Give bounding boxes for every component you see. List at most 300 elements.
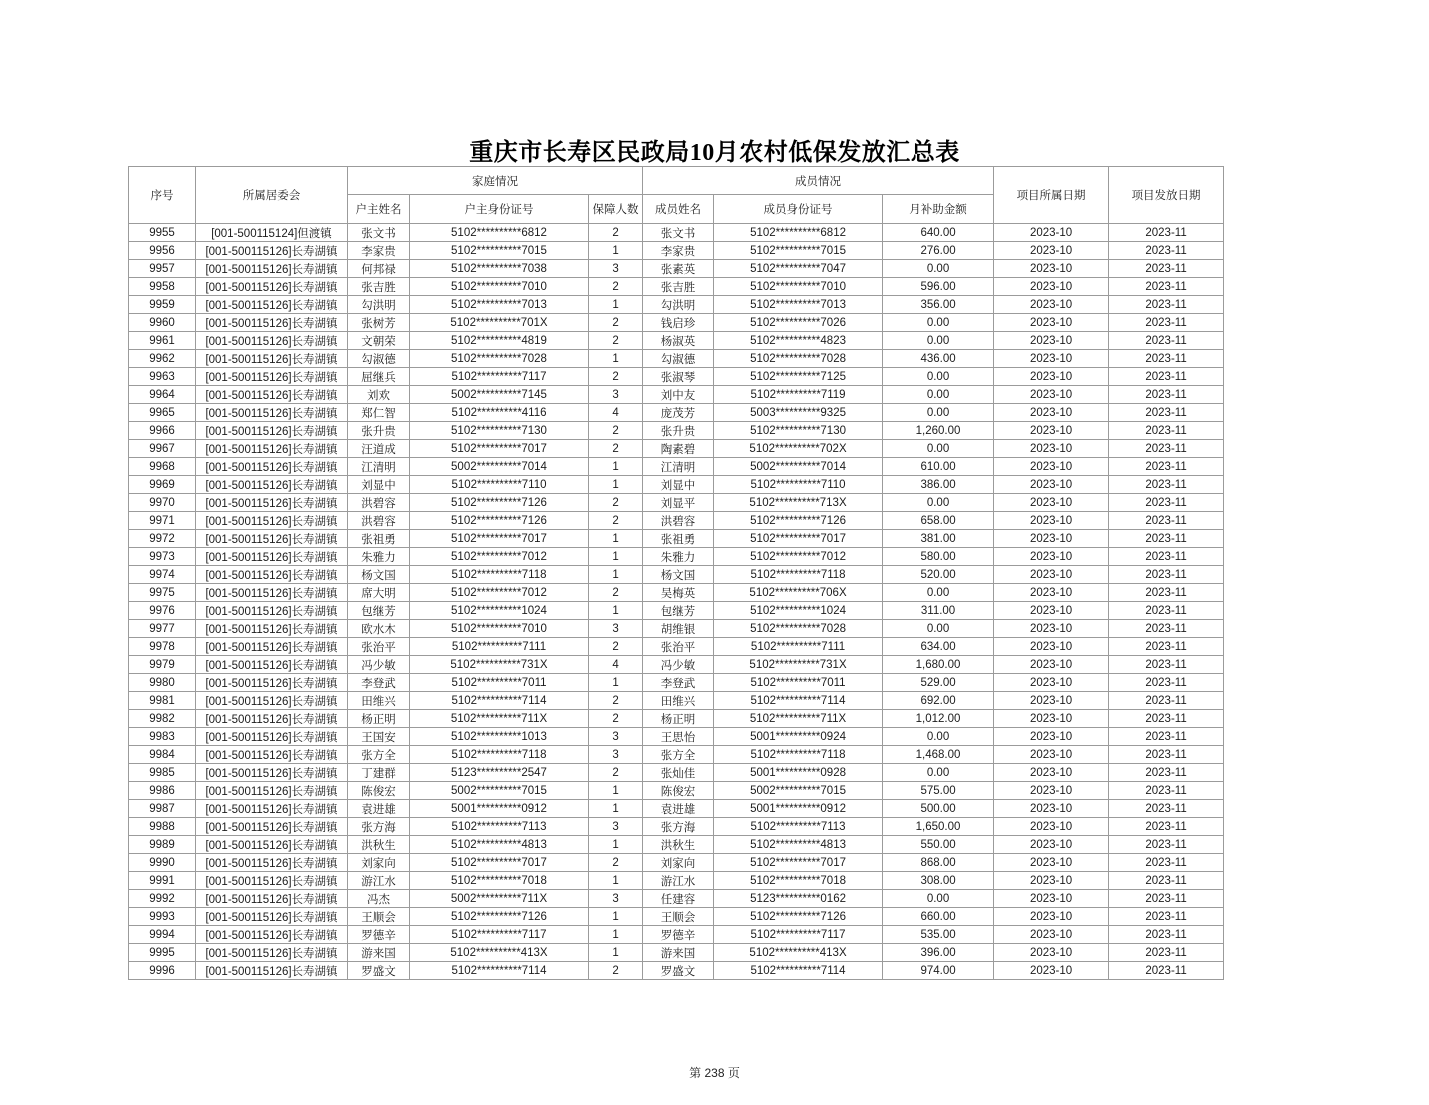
- cell-insured-count: 1: [589, 350, 643, 368]
- cell-insured-count: 2: [589, 278, 643, 296]
- cell-head-name: 李家贵: [348, 242, 410, 260]
- cell-committee: [001-500115126]长寿湖镇: [196, 386, 348, 404]
- cell-project-month: 2023-10: [994, 512, 1109, 530]
- cell-member-name: 吴梅英: [643, 584, 714, 602]
- cell-head-name: 杨文国: [348, 566, 410, 584]
- cell-committee: [001-500115126]长寿湖镇: [196, 656, 348, 674]
- cell-member-id: 5102**********4813: [714, 836, 883, 854]
- cell-project-month: 2023-10: [994, 674, 1109, 692]
- cell-monthly-subsidy: 640.00: [883, 224, 994, 242]
- cell-committee: [001-500115126]长寿湖镇: [196, 314, 348, 332]
- cell-monthly-subsidy: 868.00: [883, 854, 994, 872]
- cell-committee: [001-500115126]长寿湖镇: [196, 818, 348, 836]
- cell-monthly-subsidy: 0.00: [883, 386, 994, 404]
- cell-head-id: 5102**********7130: [410, 422, 589, 440]
- cell-serial: 9955: [129, 224, 196, 242]
- cell-serial: 9979: [129, 656, 196, 674]
- cell-member-id: 5102**********7126: [714, 512, 883, 530]
- cell-grant-month: 2023-11: [1109, 620, 1224, 638]
- cell-head-id: 5002**********711X: [410, 890, 589, 908]
- cell-grant-month: 2023-11: [1109, 836, 1224, 854]
- cell-grant-month: 2023-11: [1109, 278, 1224, 296]
- cell-head-name: 洪碧容: [348, 494, 410, 512]
- cell-committee: [001-500115126]长寿湖镇: [196, 440, 348, 458]
- cell-project-month: 2023-10: [994, 746, 1109, 764]
- cell-insured-count: 1: [589, 458, 643, 476]
- cell-head-id: 5102**********7015: [410, 242, 589, 260]
- cell-project-month: 2023-10: [994, 728, 1109, 746]
- table-row: [129, 476, 1224, 494]
- cell-serial: 9995: [129, 944, 196, 962]
- cell-member-id: 5102**********7126: [714, 908, 883, 926]
- cell-serial: 9969: [129, 476, 196, 494]
- cell-grant-month: 2023-11: [1109, 368, 1224, 386]
- table-row: [129, 530, 1224, 548]
- cell-project-month: 2023-10: [994, 764, 1109, 782]
- col-header-serial: 序号: [129, 167, 196, 224]
- table-row: [129, 962, 1224, 980]
- cell-monthly-subsidy: 535.00: [883, 926, 994, 944]
- cell-head-name: 游来国: [348, 944, 410, 962]
- table-row: [129, 926, 1224, 944]
- cell-head-id: 5002**********7015: [410, 782, 589, 800]
- cell-monthly-subsidy: 381.00: [883, 530, 994, 548]
- cell-monthly-subsidy: 1,468.00: [883, 746, 994, 764]
- cell-head-id: 5102**********7017: [410, 854, 589, 872]
- cell-project-month: 2023-10: [994, 260, 1109, 278]
- cell-serial: 9967: [129, 440, 196, 458]
- table-row: [129, 314, 1224, 332]
- cell-monthly-subsidy: 0.00: [883, 260, 994, 278]
- cell-committee: [001-500115126]长寿湖镇: [196, 278, 348, 296]
- cell-monthly-subsidy: 0.00: [883, 728, 994, 746]
- cell-serial: 9961: [129, 332, 196, 350]
- cell-head-name: 欧水木: [348, 620, 410, 638]
- cell-head-id: 5102**********1013: [410, 728, 589, 746]
- cell-head-name: 江清明: [348, 458, 410, 476]
- cell-committee: [001-500115126]长寿湖镇: [196, 350, 348, 368]
- cell-grant-month: 2023-11: [1109, 728, 1224, 746]
- cell-member-id: 5102**********7110: [714, 476, 883, 494]
- cell-member-name: 杨正明: [643, 710, 714, 728]
- cell-monthly-subsidy: 658.00: [883, 512, 994, 530]
- cell-grant-month: 2023-11: [1109, 260, 1224, 278]
- cell-insured-count: 2: [589, 368, 643, 386]
- cell-serial: 9971: [129, 512, 196, 530]
- cell-monthly-subsidy: 0.00: [883, 440, 994, 458]
- cell-committee: [001-500115126]长寿湖镇: [196, 908, 348, 926]
- table-row: [129, 728, 1224, 746]
- cell-head-id: 5002**********7014: [410, 458, 589, 476]
- cell-monthly-subsidy: 1,680.00: [883, 656, 994, 674]
- cell-monthly-subsidy: 974.00: [883, 962, 994, 980]
- cell-serial: 9988: [129, 818, 196, 836]
- cell-project-month: 2023-10: [994, 476, 1109, 494]
- table-row: [129, 944, 1224, 962]
- table-row: [129, 494, 1224, 512]
- cell-head-name: 张树芳: [348, 314, 410, 332]
- cell-head-name: 张治平: [348, 638, 410, 656]
- cell-head-id: 5102**********7018: [410, 872, 589, 890]
- cell-member-name: 杨淑英: [643, 332, 714, 350]
- cell-serial: 9960: [129, 314, 196, 332]
- cell-grant-month: 2023-11: [1109, 710, 1224, 728]
- cell-project-month: 2023-10: [994, 908, 1109, 926]
- cell-member-id: 5002**********7015: [714, 782, 883, 800]
- cell-committee: [001-500115126]长寿湖镇: [196, 422, 348, 440]
- cell-insured-count: 2: [589, 584, 643, 602]
- cell-committee: [001-500115126]长寿湖镇: [196, 512, 348, 530]
- table-row: [129, 872, 1224, 890]
- cell-monthly-subsidy: 1,650.00: [883, 818, 994, 836]
- cell-grant-month: 2023-11: [1109, 944, 1224, 962]
- cell-serial: 9984: [129, 746, 196, 764]
- cell-head-id: 5001**********0912: [410, 800, 589, 818]
- cell-member-name: 任建容: [643, 890, 714, 908]
- table-row: [129, 620, 1224, 638]
- cell-insured-count: 3: [589, 818, 643, 836]
- cell-committee: [001-500115124]但渡镇: [196, 224, 348, 242]
- cell-insured-count: 2: [589, 692, 643, 710]
- cell-head-id: 5102**********7038: [410, 260, 589, 278]
- table-row: [129, 908, 1224, 926]
- cell-grant-month: 2023-11: [1109, 224, 1224, 242]
- cell-member-name: 游江水: [643, 872, 714, 890]
- cell-head-id: 5102**********7118: [410, 746, 589, 764]
- cell-project-month: 2023-10: [994, 242, 1109, 260]
- cell-monthly-subsidy: 356.00: [883, 296, 994, 314]
- table-body: [129, 224, 1224, 980]
- cell-project-month: 2023-10: [994, 854, 1109, 872]
- table-row: [129, 548, 1224, 566]
- cell-committee: [001-500115126]长寿湖镇: [196, 782, 348, 800]
- cell-head-id: 5102**********731X: [410, 656, 589, 674]
- cell-member-id: 5102**********7119: [714, 386, 883, 404]
- cell-serial: 9986: [129, 782, 196, 800]
- cell-head-name: 王顺会: [348, 908, 410, 926]
- cell-committee: [001-500115126]长寿湖镇: [196, 368, 348, 386]
- cell-committee: [001-500115126]长寿湖镇: [196, 872, 348, 890]
- table-row: [129, 746, 1224, 764]
- cell-member-name: 袁进雄: [643, 800, 714, 818]
- cell-member-id: 5001**********0912: [714, 800, 883, 818]
- cell-project-month: 2023-10: [994, 944, 1109, 962]
- cell-project-month: 2023-10: [994, 314, 1109, 332]
- cell-committee: [001-500115126]长寿湖镇: [196, 638, 348, 656]
- cell-insured-count: 2: [589, 854, 643, 872]
- cell-member-name: 钱启珍: [643, 314, 714, 332]
- cell-head-name: 郑仁智: [348, 404, 410, 422]
- cell-serial: 9975: [129, 584, 196, 602]
- cell-grant-month: 2023-11: [1109, 440, 1224, 458]
- cell-member-name: 刘中友: [643, 386, 714, 404]
- table-row: [129, 386, 1224, 404]
- cell-project-month: 2023-10: [994, 440, 1109, 458]
- cell-grant-month: 2023-11: [1109, 926, 1224, 944]
- cell-grant-month: 2023-11: [1109, 746, 1224, 764]
- cell-monthly-subsidy: 311.00: [883, 602, 994, 620]
- cell-committee: [001-500115126]长寿湖镇: [196, 836, 348, 854]
- cell-head-name: 屈继兵: [348, 368, 410, 386]
- cell-head-name: 陈俊宏: [348, 782, 410, 800]
- cell-head-name: 刘显中: [348, 476, 410, 494]
- cell-project-month: 2023-10: [994, 836, 1109, 854]
- cell-grant-month: 2023-11: [1109, 566, 1224, 584]
- cell-monthly-subsidy: 575.00: [883, 782, 994, 800]
- cell-head-name: 袁进雄: [348, 800, 410, 818]
- cell-member-id: 5102**********7010: [714, 278, 883, 296]
- table-row: [129, 440, 1224, 458]
- cell-insured-count: 1: [589, 836, 643, 854]
- col-header-monthly-subsidy: 月补助金额: [883, 195, 994, 224]
- cell-member-name: 张文书: [643, 224, 714, 242]
- cell-serial: 9981: [129, 692, 196, 710]
- cell-monthly-subsidy: 550.00: [883, 836, 994, 854]
- cell-head-id: 5102**********7010: [410, 620, 589, 638]
- cell-head-name: 丁建群: [348, 764, 410, 782]
- cell-monthly-subsidy: 580.00: [883, 548, 994, 566]
- cell-project-month: 2023-10: [994, 566, 1109, 584]
- cell-member-name: 张灿佳: [643, 764, 714, 782]
- cell-insured-count: 3: [589, 260, 643, 278]
- cell-member-name: 包继芳: [643, 602, 714, 620]
- cell-committee: [001-500115126]长寿湖镇: [196, 584, 348, 602]
- cell-head-id: 5102**********7012: [410, 584, 589, 602]
- cell-grant-month: 2023-11: [1109, 584, 1224, 602]
- cell-grant-month: 2023-11: [1109, 692, 1224, 710]
- table-row: [129, 332, 1224, 350]
- cell-head-name: 朱雅力: [348, 548, 410, 566]
- table-row: [129, 296, 1224, 314]
- cell-head-name: 冯少敏: [348, 656, 410, 674]
- cell-member-name: 王顺会: [643, 908, 714, 926]
- table-row: [129, 512, 1224, 530]
- cell-project-month: 2023-10: [994, 620, 1109, 638]
- cell-project-month: 2023-10: [994, 926, 1109, 944]
- col-header-project-month: 项目所属日期: [994, 167, 1109, 224]
- cell-head-name: 罗盛文: [348, 962, 410, 980]
- cell-member-name: 田维兴: [643, 692, 714, 710]
- cell-member-name: 李登武: [643, 674, 714, 692]
- cell-member-name: 张方全: [643, 746, 714, 764]
- cell-committee: [001-500115126]长寿湖镇: [196, 602, 348, 620]
- cell-member-id: 5102**********7018: [714, 872, 883, 890]
- cell-head-id: 5102**********7017: [410, 440, 589, 458]
- cell-committee: [001-500115126]长寿湖镇: [196, 242, 348, 260]
- cell-serial: 9982: [129, 710, 196, 728]
- cell-insured-count: 1: [589, 602, 643, 620]
- table-row: [129, 800, 1224, 818]
- cell-grant-month: 2023-11: [1109, 872, 1224, 890]
- col-header-family-group: 家庭情况: [348, 167, 643, 195]
- cell-monthly-subsidy: 610.00: [883, 458, 994, 476]
- cell-grant-month: 2023-11: [1109, 782, 1224, 800]
- cell-project-month: 2023-10: [994, 962, 1109, 980]
- cell-serial: 9994: [129, 926, 196, 944]
- cell-serial: 9970: [129, 494, 196, 512]
- cell-serial: 9993: [129, 908, 196, 926]
- cell-head-id: 5102**********4813: [410, 836, 589, 854]
- cell-project-month: 2023-10: [994, 548, 1109, 566]
- cell-project-month: 2023-10: [994, 800, 1109, 818]
- cell-committee: [001-500115126]长寿湖镇: [196, 746, 348, 764]
- cell-insured-count: 2: [589, 440, 643, 458]
- cell-grant-month: 2023-11: [1109, 908, 1224, 926]
- cell-member-id: 5102**********7017: [714, 530, 883, 548]
- cell-head-id: 5102**********711X: [410, 710, 589, 728]
- col-header-head-name: 户主姓名: [348, 195, 410, 224]
- cell-insured-count: 1: [589, 944, 643, 962]
- cell-serial: 9974: [129, 566, 196, 584]
- cell-project-month: 2023-10: [994, 782, 1109, 800]
- cell-insured-count: 3: [589, 386, 643, 404]
- table-row: [129, 422, 1224, 440]
- col-header-grant-month: 项目发放日期: [1109, 167, 1224, 224]
- cell-committee: [001-500115126]长寿湖镇: [196, 674, 348, 692]
- cell-serial: 9973: [129, 548, 196, 566]
- cell-member-name: 庞茂芳: [643, 404, 714, 422]
- table-row: [129, 674, 1224, 692]
- cell-grant-month: 2023-11: [1109, 602, 1224, 620]
- cell-head-name: 张文书: [348, 224, 410, 242]
- cell-member-id: 5102**********731X: [714, 656, 883, 674]
- cell-head-name: 勾淑德: [348, 350, 410, 368]
- cell-project-month: 2023-10: [994, 692, 1109, 710]
- cell-head-id: 5102**********7114: [410, 962, 589, 980]
- cell-member-name: 张方海: [643, 818, 714, 836]
- cell-head-id: 5102**********7017: [410, 530, 589, 548]
- table-row: [129, 260, 1224, 278]
- cell-head-id: 5102**********7113: [410, 818, 589, 836]
- cell-project-month: 2023-10: [994, 638, 1109, 656]
- cell-committee: [001-500115126]长寿湖镇: [196, 800, 348, 818]
- table-row: [129, 854, 1224, 872]
- cell-head-id: 5102**********413X: [410, 944, 589, 962]
- cell-member-id: 5102**********7118: [714, 566, 883, 584]
- cell-grant-month: 2023-11: [1109, 332, 1224, 350]
- cell-serial: 9965: [129, 404, 196, 422]
- cell-serial: 9987: [129, 800, 196, 818]
- cell-committee: [001-500115126]长寿湖镇: [196, 620, 348, 638]
- cell-head-id: 5102**********4116: [410, 404, 589, 422]
- cell-member-id: 5102**********7011: [714, 674, 883, 692]
- col-header-committee: 所属居委会: [196, 167, 348, 224]
- cell-monthly-subsidy: 0.00: [883, 584, 994, 602]
- cell-member-id: 5102**********7017: [714, 854, 883, 872]
- cell-head-id: 5102**********7117: [410, 926, 589, 944]
- cell-member-id: 5102**********7113: [714, 818, 883, 836]
- cell-committee: [001-500115126]长寿湖镇: [196, 926, 348, 944]
- cell-head-name: 包继芳: [348, 602, 410, 620]
- table-row: [129, 368, 1224, 386]
- cell-insured-count: 4: [589, 404, 643, 422]
- cell-insured-count: 2: [589, 638, 643, 656]
- cell-insured-count: 1: [589, 530, 643, 548]
- cell-head-id: 5123**********2547: [410, 764, 589, 782]
- cell-grant-month: 2023-11: [1109, 458, 1224, 476]
- col-header-member-id: 成员身份证号: [714, 195, 883, 224]
- cell-head-name: 冯杰: [348, 890, 410, 908]
- cell-head-id: 5102**********4819: [410, 332, 589, 350]
- cell-committee: [001-500115126]长寿湖镇: [196, 332, 348, 350]
- cell-member-name: 冯少敏: [643, 656, 714, 674]
- cell-member-name: 洪秋生: [643, 836, 714, 854]
- cell-insured-count: 3: [589, 728, 643, 746]
- cell-member-id: 5102**********713X: [714, 494, 883, 512]
- table-row: [129, 782, 1224, 800]
- cell-member-name: 游来国: [643, 944, 714, 962]
- cell-head-id: 5102**********7114: [410, 692, 589, 710]
- cell-monthly-subsidy: 386.00: [883, 476, 994, 494]
- cell-committee: [001-500115126]长寿湖镇: [196, 494, 348, 512]
- table-row: [129, 710, 1224, 728]
- cell-grant-month: 2023-11: [1109, 386, 1224, 404]
- cell-grant-month: 2023-11: [1109, 638, 1224, 656]
- cell-member-name: 陶素碧: [643, 440, 714, 458]
- cell-head-id: 5002**********7145: [410, 386, 589, 404]
- cell-insured-count: 2: [589, 224, 643, 242]
- cell-committee: [001-500115126]长寿湖镇: [196, 764, 348, 782]
- col-header-member-group: 成员情况: [643, 167, 994, 195]
- cell-insured-count: 1: [589, 242, 643, 260]
- cell-project-month: 2023-10: [994, 530, 1109, 548]
- cell-committee: [001-500115126]长寿湖镇: [196, 566, 348, 584]
- cell-member-name: 刘家向: [643, 854, 714, 872]
- cell-member-name: 刘显中: [643, 476, 714, 494]
- cell-insured-count: 2: [589, 962, 643, 980]
- cell-serial: 9966: [129, 422, 196, 440]
- cell-monthly-subsidy: 0.00: [883, 764, 994, 782]
- cell-project-month: 2023-10: [994, 278, 1109, 296]
- cell-serial: 9996: [129, 962, 196, 980]
- cell-project-month: 2023-10: [994, 350, 1109, 368]
- cell-member-id: 5102**********7118: [714, 746, 883, 764]
- cell-serial: 9968: [129, 458, 196, 476]
- cell-grant-month: 2023-11: [1109, 296, 1224, 314]
- cell-monthly-subsidy: 276.00: [883, 242, 994, 260]
- cell-monthly-subsidy: 596.00: [883, 278, 994, 296]
- cell-serial: 9964: [129, 386, 196, 404]
- cell-serial: 9977: [129, 620, 196, 638]
- cell-monthly-subsidy: 1,260.00: [883, 422, 994, 440]
- cell-head-id: 5102**********7126: [410, 908, 589, 926]
- subsidy-summary-table: [128, 166, 1224, 980]
- cell-serial: 9959: [129, 296, 196, 314]
- cell-monthly-subsidy: 0.00: [883, 314, 994, 332]
- cell-head-name: 张方海: [348, 818, 410, 836]
- cell-member-id: 5102**********413X: [714, 944, 883, 962]
- cell-head-name: 洪秋生: [348, 836, 410, 854]
- cell-member-name: 张淑琴: [643, 368, 714, 386]
- table-row: [129, 638, 1224, 656]
- cell-monthly-subsidy: 500.00: [883, 800, 994, 818]
- cell-grant-month: 2023-11: [1109, 350, 1224, 368]
- cell-grant-month: 2023-11: [1109, 656, 1224, 674]
- cell-head-id: 5102**********7117: [410, 368, 589, 386]
- cell-member-name: 王思怡: [643, 728, 714, 746]
- cell-grant-month: 2023-11: [1109, 404, 1224, 422]
- table-row: [129, 566, 1224, 584]
- col-header-member-name: 成员姓名: [643, 195, 714, 224]
- cell-committee: [001-500115126]长寿湖镇: [196, 404, 348, 422]
- cell-member-name: 张素英: [643, 260, 714, 278]
- cell-serial: 9972: [129, 530, 196, 548]
- cell-serial: 9990: [129, 854, 196, 872]
- cell-insured-count: 2: [589, 494, 643, 512]
- cell-head-name: 游江水: [348, 872, 410, 890]
- cell-member-id: 5001**********0928: [714, 764, 883, 782]
- cell-committee: [001-500115126]长寿湖镇: [196, 458, 348, 476]
